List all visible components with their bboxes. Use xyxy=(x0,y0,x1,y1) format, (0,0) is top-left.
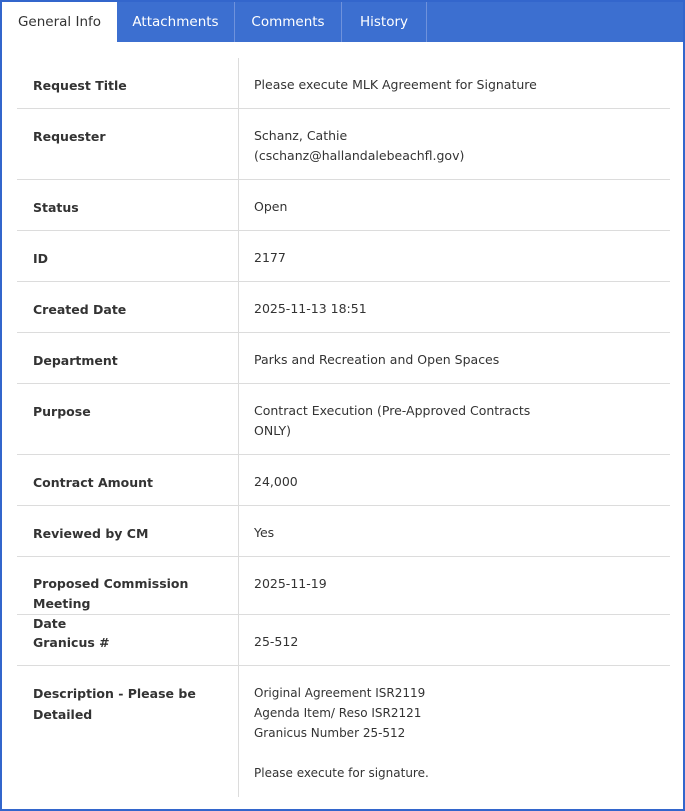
commission-meeting-value: 2025-11-19 xyxy=(254,576,327,591)
contract-amount-label: Contract Amount xyxy=(17,455,239,505)
row-contract-amount xyxy=(17,455,670,506)
row-created-date xyxy=(17,282,670,333)
contract-amount-value: 24,000 xyxy=(254,474,298,489)
department-value: Parks and Recreation and Open Spaces xyxy=(254,352,500,367)
department-label: Department xyxy=(17,333,239,383)
row-description xyxy=(17,666,670,797)
description-line: Granicus Number 25-512 xyxy=(254,726,406,740)
row-reviewed-by-cm xyxy=(17,506,670,557)
details-table xyxy=(17,58,670,797)
tab-bar xyxy=(2,2,683,42)
description-label: Description - Please be Detailed xyxy=(17,666,239,797)
granicus-label: Granicus # xyxy=(17,615,239,665)
request-title-value: Please execute MLK Agreement for Signature xyxy=(254,77,537,92)
tab-history[interactable]: History xyxy=(342,2,427,42)
purpose-label: Purpose xyxy=(17,384,239,454)
row-requester xyxy=(17,109,670,180)
purpose-value xyxy=(239,384,670,441)
commission-meeting-label-line-1: Proposed Commission Meeting xyxy=(33,576,189,611)
requester-name: Schanz, Cathie xyxy=(254,128,348,143)
row-id xyxy=(17,231,670,282)
tab-general-info[interactable]: General Info xyxy=(2,2,117,42)
id-label: ID xyxy=(17,231,239,281)
requester-value xyxy=(239,109,670,166)
id-value: 2177 xyxy=(254,250,286,265)
description-line: Original Agreement ISR2119 xyxy=(254,686,426,700)
requester-label: Requester xyxy=(17,109,239,179)
commission-meeting-label-line-2: Date xyxy=(33,616,67,631)
row-granicus xyxy=(17,615,670,666)
description-line: Agenda Item/ Reso ISR2121 xyxy=(254,706,422,720)
row-purpose xyxy=(17,384,670,455)
purpose-line-2: ONLY) xyxy=(254,423,292,438)
row-department xyxy=(17,333,670,384)
requester-email: (cschanz@hallandalebeachfl.gov) xyxy=(254,148,465,163)
created-date-value: 2025-11-13 18:51 xyxy=(254,301,367,316)
tab-attachments[interactable]: Attachments xyxy=(117,2,235,42)
request-title-label: Request Title xyxy=(17,58,239,108)
description-value xyxy=(239,666,670,783)
row-commission-meeting xyxy=(17,557,670,631)
created-date-label: Created Date xyxy=(17,282,239,332)
reviewed-by-cm-value: Yes xyxy=(254,525,275,540)
commission-meeting-label xyxy=(17,557,239,631)
status-label: Status xyxy=(17,180,239,230)
status-value: Open xyxy=(254,199,288,214)
row-request-title xyxy=(17,58,670,109)
description-closing: Please execute for signature. xyxy=(254,766,429,780)
tab-comments[interactable]: Comments xyxy=(235,2,342,42)
purpose-line-1: Contract Execution (Pre-Approved Contracts xyxy=(254,403,531,418)
row-status xyxy=(17,180,670,231)
reviewed-by-cm-label: Reviewed by CM xyxy=(17,506,239,556)
granicus-value: 25-512 xyxy=(254,634,299,649)
